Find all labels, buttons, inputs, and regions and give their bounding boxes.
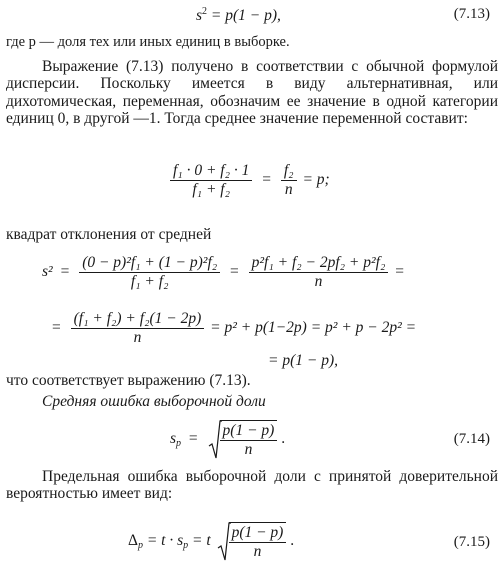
radical-sign-icon <box>208 420 222 460</box>
eq-mid: = t · s <box>146 532 184 550</box>
fraction <box>71 310 205 347</box>
eq-rhs-prefix: = t <box>192 532 211 550</box>
fraction <box>229 524 287 561</box>
equation-number: (7.13) <box>453 6 490 22</box>
equation-7-13 <box>0 6 504 28</box>
fraction-denominator: f₁ + f₂ <box>79 272 220 291</box>
fraction <box>281 162 297 199</box>
eq-tail: = p; <box>302 171 330 189</box>
eq-mid-sub: p <box>183 540 189 552</box>
equation-7-14-body: $s_p$ = $\frac{p(1 - p)}{n}$ . <box>170 422 286 458</box>
eq-lhs: s <box>196 7 203 24</box>
fraction <box>79 254 220 291</box>
fraction-denominator: n <box>281 180 297 199</box>
fraction-numerator: p(1 − p) <box>231 524 284 541</box>
eq-tail: = <box>394 263 405 281</box>
eq-tail: = p² + p(1−2p) = p² + p − 2p² = <box>210 319 417 337</box>
fraction-numerator: p²f₁ + f₂ − 2pf₂ + p²f₂ <box>251 254 386 271</box>
fraction-numerator: (f₁ + f₂) + f₂(1 − 2p) <box>73 310 202 327</box>
mean-equation <box>0 162 504 206</box>
deviation-equation-2-body: = $\frac{\text{(f₁ + f₂) + f₂(1 − 2p)}}{n}$ = p² + p(1−2p) = p² + p − 2p² = <box>52 310 417 346</box>
square-root <box>217 522 287 561</box>
fraction-numerator: f₂ <box>283 162 294 179</box>
equation-7-15 <box>0 522 504 564</box>
deviation-equation-3-body: = p(1 − p), <box>268 352 338 369</box>
eq-lhs: s <box>170 430 177 448</box>
fraction-denominator: n <box>249 272 389 291</box>
radical-sign-icon <box>217 522 231 562</box>
eq-rhs: = p(1 − p), <box>210 7 281 24</box>
fraction-numerator: p(1 − p) <box>222 422 275 439</box>
match-line: что соответствует выражению (7.13). <box>6 372 251 389</box>
eq-lhs: s² <box>42 263 53 281</box>
sampling-error-title: Средняя ошибка выборочной доли <box>42 393 266 410</box>
equation-number: (7.15) <box>453 534 490 550</box>
equation-7-14 <box>0 420 504 460</box>
paragraph-2: Предельная ошибка выборочной доли с принятой доверительной вероятностью имеет вид: <box>6 468 498 503</box>
paragraph-1: Выражение (7.13) получено в соответствии с обычной формулой дисперсии. Поскольку имеется в виду альтернативная, или дихотомическая, переменная, обозначим ее значение в одной категории единиц 0, в другой —1. Тогда среднее значение переменной составит: <box>6 58 498 127</box>
deviation-equation-1-body: s² = $\frac{\text{(0 − p)²f₁ + (1 − p)²f₂}}{\text{f₁ + f₂}}$ = $\frac{\text{p²f₁ + f₂ − 2pf₂ + p²f₂}}{n}$ = <box>42 254 405 290</box>
fraction <box>220 422 278 459</box>
square-root <box>208 420 278 459</box>
equation-number: (7.14) <box>453 431 490 447</box>
deviation-line: квадрат отклонения от средней <box>6 226 212 243</box>
fraction-denominator: f₁ + f₂ <box>170 180 252 199</box>
deviation-equation-1 <box>0 254 504 298</box>
deviation-equation-2 <box>0 310 504 354</box>
mean-equation-body: $\frac{\text{f₁ · 0 + f₂ · 1}}{\text{f₁ + f₂}}$ = $\frac{\text{f₂}}{n}$ = p; <box>168 162 330 199</box>
deviation-equation-3 <box>0 352 504 372</box>
fraction-numerator: (0 − p)²f₁ + (1 − p)²f₂ <box>82 254 218 271</box>
eq-lhs-sup: 2 <box>202 6 208 17</box>
eq-lhs-sub: p <box>176 438 182 450</box>
fraction-denominator: n <box>220 440 278 459</box>
fraction-denominator: n <box>229 542 287 561</box>
fraction <box>170 162 252 199</box>
where-line: где p — доля тех или иных единиц в выборке. <box>6 34 290 50</box>
eq-lhs: Δ <box>128 532 138 550</box>
fraction <box>249 254 389 291</box>
fraction-denominator: n <box>71 328 205 347</box>
equation-7-13-body <box>196 6 281 25</box>
fraction-numerator: f₁ · 0 + f₂ · 1 <box>173 162 250 179</box>
equation-7-15-body: $\Delta_p = t \cdot s_p = t$ $\frac{p(1 - p)}{n}$ . <box>128 524 295 560</box>
eq-lhs-sub: p <box>137 540 143 552</box>
